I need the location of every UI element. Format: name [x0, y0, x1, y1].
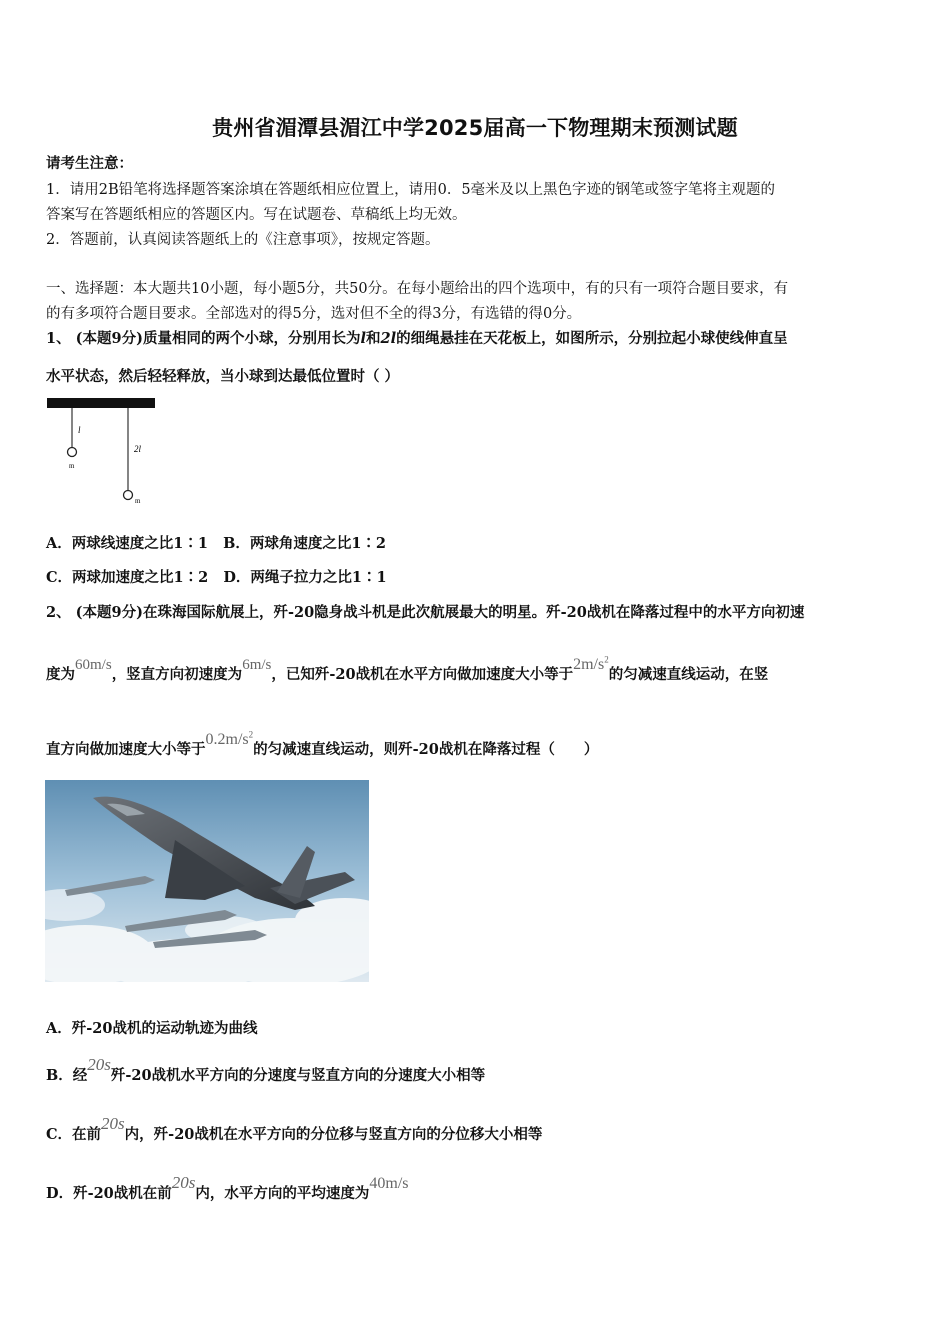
q2-number: 2、	[46, 604, 71, 621]
q1-points: (本题9分)	[75, 330, 143, 347]
label-2l: 2l	[134, 444, 142, 454]
q2-line-2	[46, 654, 769, 684]
q2-horizontal-accel-value: 2m/s	[573, 656, 605, 673]
q2-option-c-a: C．在前	[46, 1126, 102, 1143]
q2-line-2-a: 度为	[46, 666, 75, 683]
q2-horizontal-velocity: 60m/s	[75, 657, 112, 673]
label-m2: m	[135, 497, 141, 505]
q1-options-row-2: C．两球加速度之比1∶2 D．两绳子拉力之比1∶1	[46, 569, 387, 586]
label-l: l	[78, 425, 81, 435]
q2-vertical-accel	[206, 731, 254, 748]
q1-line-1	[46, 327, 788, 348]
sq-sup-2: 2	[248, 729, 254, 740]
q2-option-d-a: D．歼-20战机在前	[46, 1185, 172, 1202]
section-intro-line-1: 一、选择题：本大题共10小题，每小题5分，共50分。在每小题给出的四个选项中，有的只有一项符合题目要求，有	[46, 281, 789, 297]
ball-2	[124, 491, 133, 500]
q1-options-row-1: A．两球线速度之比1∶1 B．两球角速度之比1∶2	[46, 535, 387, 552]
q1-text-a: 质量相同的两个小球，分别用长为	[142, 330, 361, 347]
q2-option-d	[46, 1173, 409, 1203]
page-title: 贵州省湄潭县湄江中学2025届高一下物理期末预测试题	[212, 116, 738, 140]
q2-option-d-b: 内，水平方向的平均速度为	[195, 1185, 370, 1202]
q2-time-c: 20s	[101, 1114, 125, 1133]
q2-line-2-d: 的匀减速直线运动，在竖	[608, 666, 769, 683]
q2-option-b-b: 歼-20战机水平方向的分速度与竖直方向的分速度大小相等	[110, 1067, 486, 1084]
q1-line-2: 水平状态，然后轻轻释放，当小球到达最低位置时（ ）	[46, 368, 400, 385]
q2-line-1	[46, 601, 804, 622]
q2-time-b: 20s	[87, 1055, 111, 1074]
q2-line-2-c: ，已知歼-20战机在水平方向做加速度大小等于	[271, 666, 574, 683]
sq-sup-1: 2	[604, 654, 609, 665]
q1-length-2l: 2l	[380, 330, 397, 347]
ceiling-bar	[47, 398, 155, 408]
q2-time-d: 20s	[171, 1173, 196, 1192]
q2-line-1-text: 在珠海国际航展上，歼-20隐身战斗机是此次航展最大的明星。歼-20战机在降落过程中的水平方向初速	[142, 604, 805, 621]
q2-line-2-b: ，竖直方向初速度为	[111, 666, 243, 683]
q2-vertical-velocity: 6m/s	[242, 657, 272, 673]
q2-points: (本题9分)	[75, 604, 143, 621]
q2-vertical-accel-value: 0.2m/s	[205, 731, 249, 748]
q2-line-3-b: 的匀减速直线运动，则歼-20战机在降落过程（ ）	[253, 741, 599, 758]
ball-1	[68, 448, 77, 457]
q2-option-b-a: B．经	[46, 1067, 88, 1084]
q2-option-c-b: 内，歼-20战机在水平方向的分位移与竖直方向的分位移大小相等	[124, 1126, 543, 1143]
q2-line-3-a: 直方向做加速度大小等于	[46, 741, 206, 758]
q2-horizontal-accel	[573, 656, 609, 673]
q2-average-velocity: 40m/s	[369, 1175, 409, 1192]
q1-text-b: 和	[365, 330, 381, 347]
q1-number: 1、	[46, 330, 71, 347]
fighter-jet-photo	[45, 780, 369, 982]
section-intro-line-2: 的有多项符合题目要求。全部选对的得5分，选对但不全的得3分，有选错的得0分。	[46, 306, 582, 322]
q1-length-l: l	[360, 330, 366, 347]
notice-line-1: 1．请用2B铅笔将选择题答案涂填在答题纸相应位置上，请用0．5毫米及以上黑色字迹的钢笔或签字笔将主观题的	[46, 182, 776, 198]
q2-option-c	[46, 1114, 543, 1144]
notice-line-2: 答案写在答题纸相应的答题区内。写在试题卷、草稿纸上均无效。	[46, 207, 467, 223]
notice-line-3: 2．答题前，认真阅读答题纸上的《注意事项》，按规定答题。	[46, 232, 440, 248]
q2-option-b	[46, 1055, 486, 1085]
q1-text-c: 的细绳悬挂在天花板上，如图所示，分别拉起小球使线伸直呈	[396, 330, 788, 347]
notice-heading: 请考生注意：	[46, 155, 133, 172]
label-m1: m	[69, 462, 75, 470]
q2-line-3	[46, 729, 599, 759]
pendulum-figure	[44, 395, 159, 510]
q2-option-a: A．歼-20战机的运动轨迹为曲线	[46, 1020, 258, 1037]
